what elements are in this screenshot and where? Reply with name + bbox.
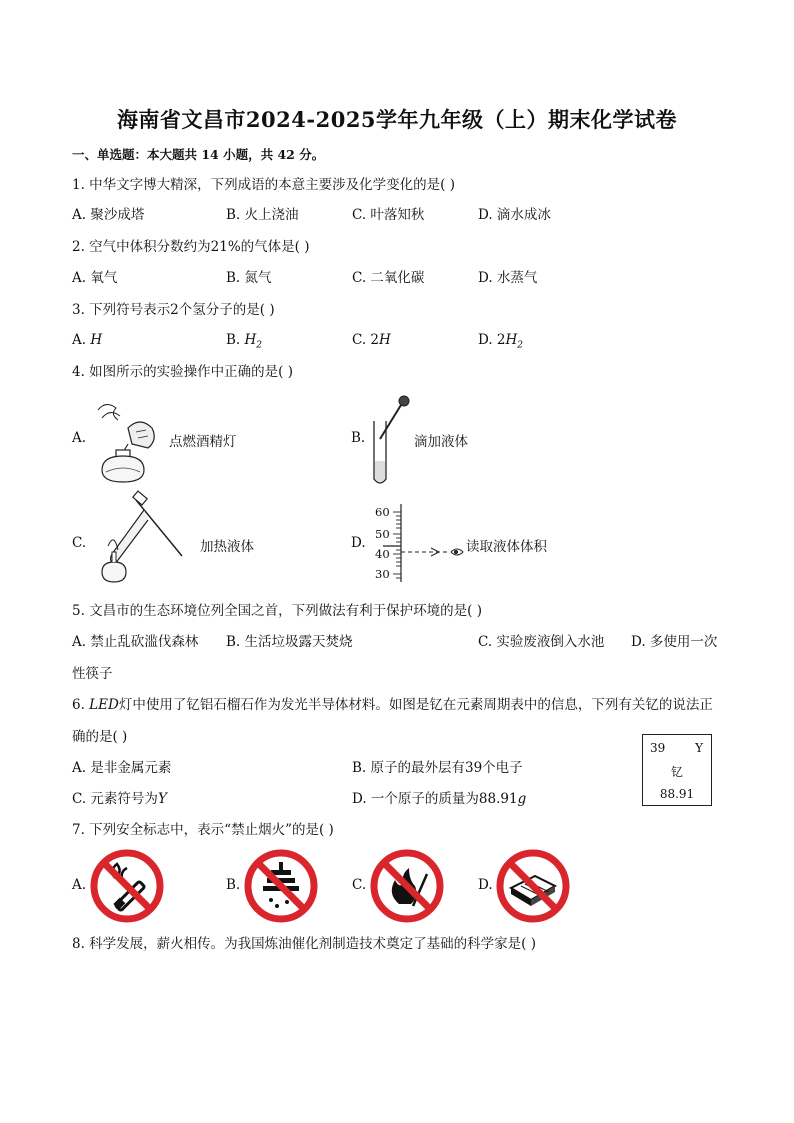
q3-option-a-label: A. — [72, 332, 91, 348]
q3-option-b-subscript: 2 — [256, 340, 263, 351]
cylinder-tick-50: 50 — [375, 527, 390, 541]
exam-title: 海南省文昌市2024-2025学年九年级（上）期末化学试卷 — [116, 107, 678, 132]
q3-option-d-symbol: H — [505, 332, 518, 348]
q7-option-d[interactable]: D. — [478, 877, 493, 893]
q6-option-c-label: C. 元素符号为 — [72, 791, 158, 807]
q5-option-a[interactable]: A. 禁止乱砍滥伐森林 — [72, 634, 199, 650]
q3-option-b[interactable] — [226, 330, 262, 356]
q6-option-d-label: D. 一个原子的质量为88.91 — [352, 791, 518, 807]
q4-caption-a: 点燃酒精灯 — [169, 434, 237, 450]
q1-option-d[interactable]: D. 滴水成冰 — [478, 207, 551, 223]
q5-option-c[interactable]: C. 实验废液倒入水池 — [478, 634, 605, 650]
q6-stem-led: LED — [89, 697, 119, 713]
q6-stem-number: 6. — [72, 697, 90, 713]
element-symbol: Y — [695, 741, 703, 755]
question-7-stem: 7. 下列安全标志中，表示“禁止烟火”的是( ) — [72, 822, 334, 838]
q2-option-d[interactable]: D. 水蒸气 — [478, 270, 538, 286]
no-smoking-sign-icon — [89, 848, 165, 924]
q3-option-b-symbol: H — [244, 332, 257, 348]
q6-option-d[interactable] — [352, 789, 526, 809]
q6-option-d-unit: g — [517, 791, 527, 807]
element-atomic-mass: 88.91 — [659, 787, 695, 801]
q3-option-c[interactable] — [352, 330, 391, 350]
question-6-stem-continued: 确的是( ) — [72, 729, 128, 745]
element-atomic-number: 39 — [650, 741, 666, 755]
q6-option-c[interactable] — [72, 789, 167, 809]
no-fireworks-sign-icon — [243, 848, 319, 924]
q4-caption-b: 滴加液体 — [414, 434, 468, 450]
q4-option-b[interactable]: B. — [351, 430, 366, 446]
q3-option-a-symbol: H — [90, 332, 103, 348]
question-5-stem: 5. 文昌市的生态环境位列全国之首，下列做法有利于保护环境的是( ) — [72, 603, 482, 619]
q3-option-d[interactable] — [478, 330, 523, 356]
question-3-stem: 3. 下列符号表示2个氢分子的是( ) — [72, 302, 275, 318]
q3-option-d-subscript: 2 — [517, 340, 524, 351]
q7-option-c[interactable]: C. — [352, 877, 367, 893]
q3-option-a[interactable] — [72, 330, 102, 350]
q5-option-d[interactable]: D. 多使用一次 — [631, 634, 718, 650]
q3-option-d-label: D. 2 — [478, 332, 506, 348]
q3-option-b-label: B. — [226, 332, 245, 348]
q3-option-c-symbol: H — [379, 332, 391, 348]
q4-option-d[interactable]: D. — [351, 535, 366, 551]
q4-caption-c: 加热液体 — [200, 539, 254, 555]
yttrium-element-card — [642, 734, 712, 806]
q7-option-b[interactable]: B. — [226, 877, 241, 893]
cylinder-tick-40: 40 — [375, 547, 390, 561]
question-6-stem — [72, 695, 713, 715]
question-1-stem: 1. 中华文字博大精深，下列成语的本意主要涉及化学变化的是( ) — [72, 177, 455, 193]
element-name: 钇 — [670, 765, 683, 779]
section-heading: 一、单选题：本大题共 14 小题，共 42 分。 — [72, 147, 325, 162]
q1-option-b[interactable]: B. 火上浇油 — [226, 207, 299, 223]
q4-option-a[interactable]: A. — [72, 430, 87, 446]
q2-option-b[interactable]: B. 氮气 — [226, 270, 272, 286]
no-open-flame-sign-icon — [369, 848, 445, 924]
q2-option-a[interactable]: A. 氧气 — [72, 270, 118, 286]
cylinder-tick-30: 30 — [375, 567, 390, 581]
q6-stem-text: 灯中使用了钇铝石榴石作为发光半导体材料。如图是钇在元素周期表中的信息，下列有关钇的说法正 — [118, 697, 713, 713]
q1-option-a[interactable]: A. 聚沙成塔 — [72, 207, 145, 223]
q7-option-a[interactable]: A. — [72, 877, 87, 893]
cylinder-tick-60: 60 — [375, 505, 390, 519]
no-matches-sign-icon — [495, 848, 571, 924]
heating-test-tube-figure — [88, 492, 188, 592]
q6-option-b[interactable]: B. 原子的最外层有39个电子 — [352, 760, 523, 776]
q6-option-c-symbol: Y — [157, 791, 167, 807]
dropper-test-tube-figure — [366, 395, 416, 487]
q1-option-c[interactable]: C. 叶落知秋 — [352, 207, 425, 223]
question-2-stem: 2. 空气中体积分数约为21%的气体是( ) — [72, 239, 310, 255]
q6-option-a[interactable]: A. 是非金属元素 — [72, 760, 172, 776]
question-8-stem: 8. 科学发展，薪火相传。为我国炼油催化剂制造技术奠定了基础的科学家是( ) — [72, 936, 536, 952]
q3-option-c-label: C. 2 — [352, 332, 380, 348]
question-4-stem: 4. 如图所示的实验操作中正确的是( ) — [72, 364, 293, 380]
q2-option-c[interactable]: C. 二氧化碳 — [352, 270, 425, 286]
q5-option-d-continued: 性筷子 — [72, 666, 113, 682]
q4-caption-d: 读取液体体积 — [466, 539, 547, 555]
q4-option-c[interactable]: C. — [72, 535, 87, 551]
alcohol-lamp-lighting-figure — [88, 398, 163, 486]
q5-option-b[interactable]: B. 生活垃圾露天焚烧 — [226, 634, 353, 650]
